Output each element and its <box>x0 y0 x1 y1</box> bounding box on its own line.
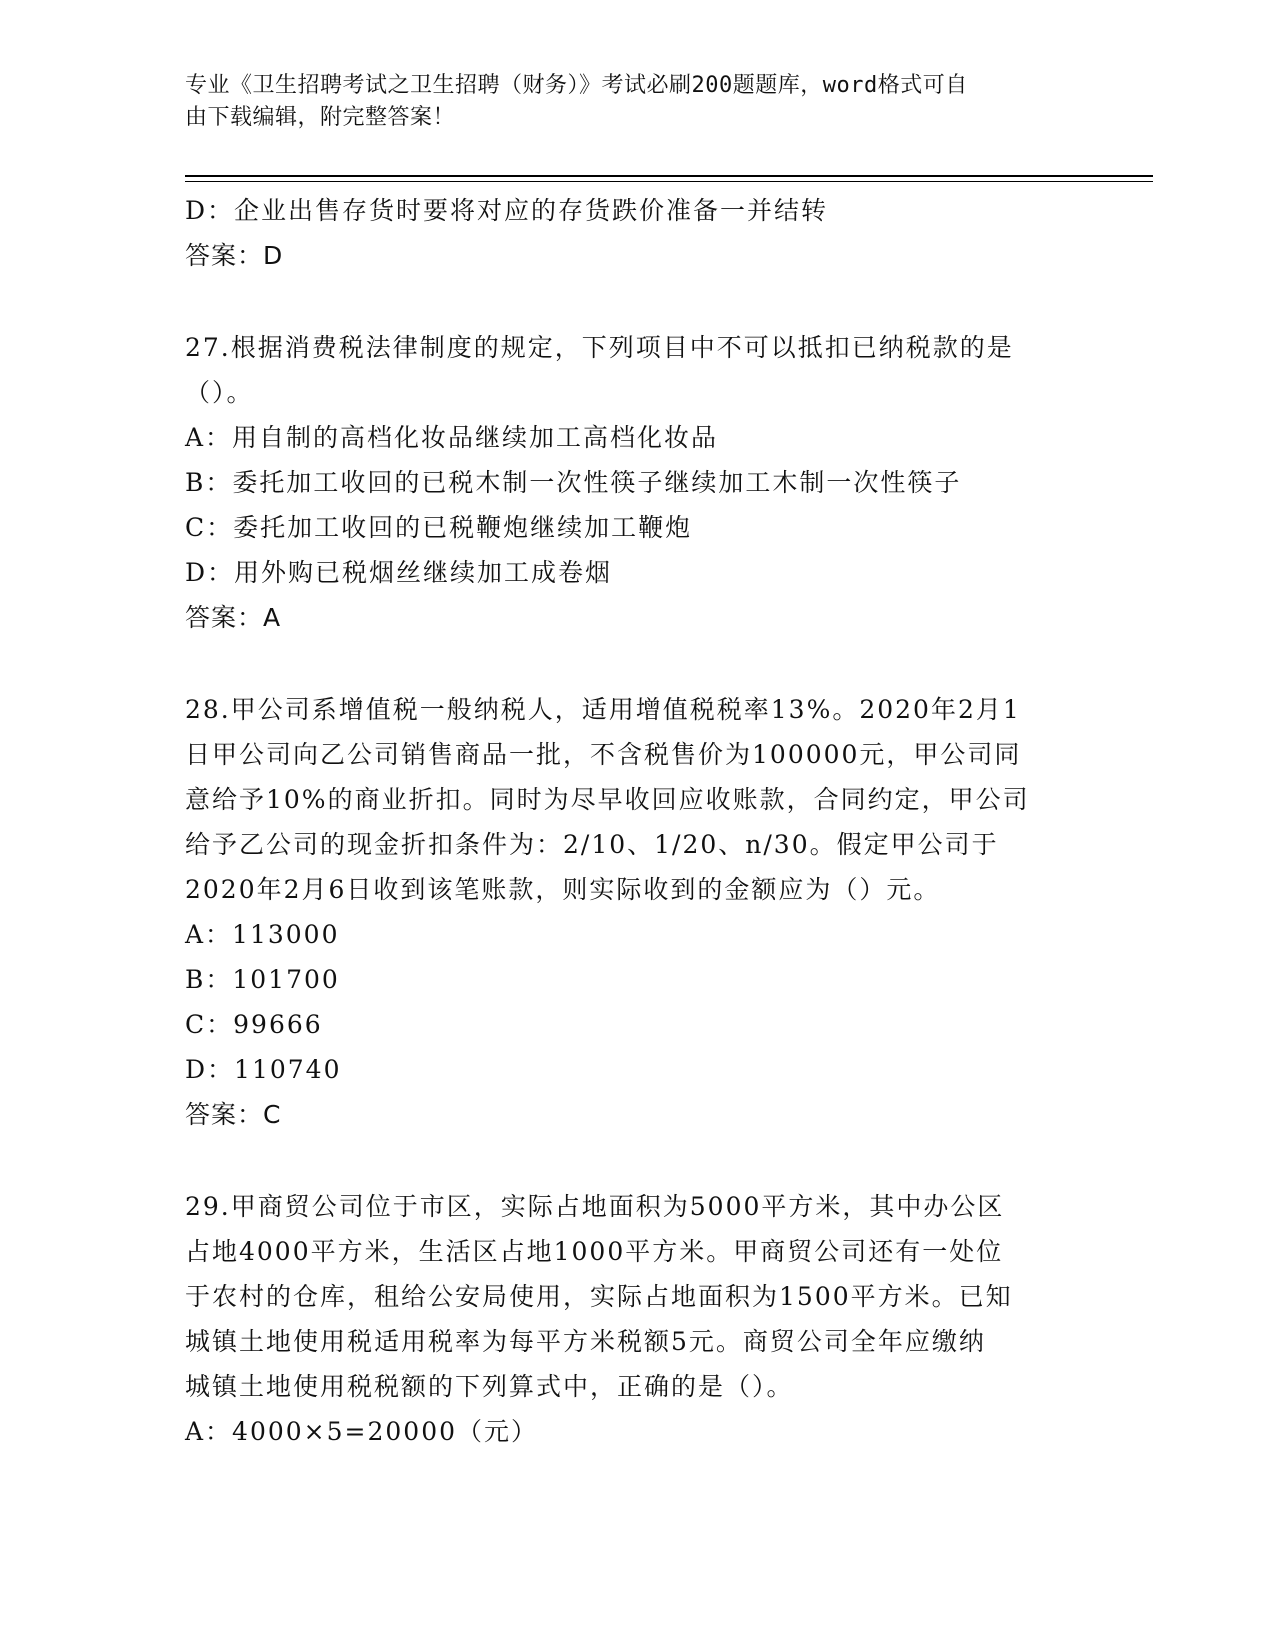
header-divider-thin <box>185 181 1153 182</box>
question-stem: 于农村的仓库，租给公安局使用，实际占地面积为1500平方米。已知 <box>185 1282 1013 1311</box>
option-c: C：委托加工收回的已税鞭炮继续加工鞭炮 <box>185 513 693 542</box>
question-29 <box>185 1184 1085 1454</box>
question-27 <box>185 325 1085 640</box>
page-header <box>185 70 1065 134</box>
question-stem: 日甲公司向乙公司销售商品一批，不含税售价为100000元，甲公司同 <box>185 740 1022 769</box>
answer-line: 答案：D <box>185 241 284 270</box>
question-stem: 占地4000平方米，生活区占地1000平方米。甲商贸公司还有一处位 <box>185 1237 1004 1266</box>
question-stem: 2020年2月6日收到该笔账款，则实际收到的金额应为（）元。 <box>185 875 941 904</box>
option-a: A：用自制的高档化妆品继续加工高档化妆品 <box>185 423 719 452</box>
question-26-tail <box>185 188 1085 278</box>
question-stem: 28.甲公司系增值税一般纳税人，适用增值税税率13%。2020年2月1 <box>185 695 1021 724</box>
answer-line: 答案：C <box>185 1100 282 1129</box>
answer-line: 答案：A <box>185 603 282 632</box>
question-stem: （）。 <box>185 378 254 407</box>
option-d: D：企业出售存货时要将对应的存货跌价准备一并结转 <box>185 196 829 225</box>
spacer <box>185 640 1085 687</box>
header-title-line-1: 专业《卫生招聘考试之卫生招聘（财务）》考试必刷200题题库，word格式可自 <box>185 73 968 98</box>
question-stem: 27.根据消费税法律制度的规定，下列项目中不可以抵扣已纳税款的是 <box>185 333 1014 362</box>
option-d: D：用外购已税烟丝继续加工成卷烟 <box>185 558 613 587</box>
option-a: A：113000 <box>185 920 340 949</box>
option-b: B：委托加工收回的已税木制一次性筷子继续加工木制一次性筷子 <box>185 468 962 497</box>
question-stem: 城镇土地使用税适用税率为每平方米税额5元。商贸公司全年应缴纳 <box>185 1327 986 1356</box>
option-b: B：101700 <box>185 965 340 994</box>
question-stem: 城镇土地使用税税额的下列算式中，正确的是（）。 <box>185 1372 794 1401</box>
question-list <box>185 188 1085 1454</box>
option-c: C：99666 <box>185 1010 323 1039</box>
question-stem: 意给予10%的商业折扣。同时为尽早收回应收账款，合同约定，甲公司 <box>185 785 1030 814</box>
header-title-line-2: 由下载编辑，附完整答案！ <box>185 105 456 130</box>
spacer <box>185 1137 1085 1184</box>
spacer <box>185 278 1085 325</box>
option-a: A：4000×5=20000（元） <box>185 1417 539 1446</box>
question-28 <box>185 687 1085 1137</box>
question-stem: 给予乙公司的现金折扣条件为：2/10、1/20、n/30。假定甲公司于 <box>185 830 999 859</box>
question-stem: 29.甲商贸公司位于市区，实际占地面积为5000平方米，其中办公区 <box>185 1192 1005 1221</box>
option-d: D：110740 <box>185 1055 342 1084</box>
header-divider-thick <box>185 175 1153 177</box>
